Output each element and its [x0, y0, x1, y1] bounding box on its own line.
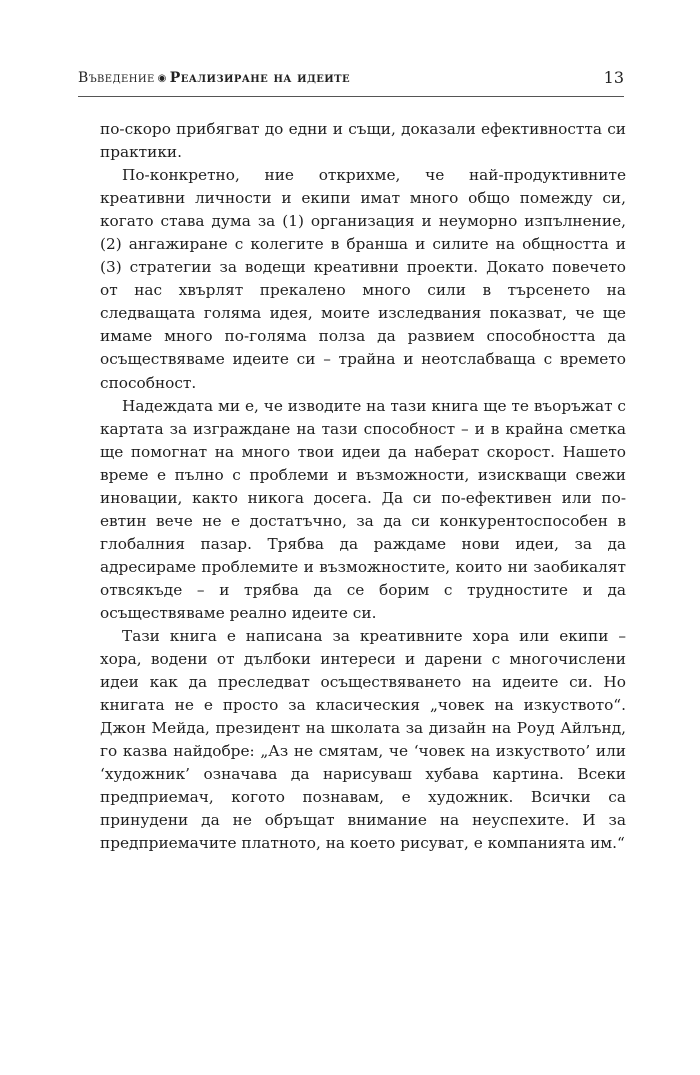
paragraph: По-конкретно, ние открихме, че най-продуктивните креативни личности и екипи имат много общо помежду си, когато става дума за (1) организация и неуморно изпълнение, (2) ангажиране с колегите в бранша и силите на общността и (3) стратегии за водещи креативни проекти. Докато повечето от нас хвърлят прекалено много сили в търсенето на следващата голяма идея, моите изследвания показват, че ще имаме много по-голяма полза да развием способността да осъществяваме идеите си – трайна и неотслабваща с времето способност. [100, 166, 626, 392]
header-section-name: Въведение [78, 70, 155, 86]
paragraph: по-скоро прибягват до едни и същи, доказали ефективността си практики. [100, 120, 626, 162]
header-chapter-name: Реализиране на идеите [169, 70, 350, 86]
page-number: 13 [603, 68, 624, 87]
paragraph: Тази книга е написана за креативните хора или екипи – хора, водени от дълбоки интереси и дарени с многочислени идеи как да преследват осъществяването на идеите си. Но книгата не е просто за класическия „човек на изкуството“. Джон Мейда, президент на школата за дизайн на Роуд Айлънд, го казва найдобре: „Аз не смятам, че ‘човек на изкуството’ или ‘художник’ означава да нарисуваш хубава картина. Всеки предприемач, когото познавам, е художник. Всички са принудени да не обръщат внимание на неуспехите. И за предприемачите платното, на което рисуват, е компанията им.“ [100, 627, 626, 853]
paragraph: Надеждата ми е, че изводите на тази книга ще те въоръжат с картата за изграждане на тази способност – и в крайна сметка ще помогнат на много твои идеи да наберат скорост. Нашето време е пълно с проблеми и възможности, изискващи свежи иновации, както никога досега. Да си по-ефективен или по-евтин вече не е достатъчно, за да си конкурентоспособен в глобалния пазар. Трябва да раждаме нови идеи, за да адресираме проблемите и възможностите, които ни заобикалят отвсякъде – и трябва да се борим с трудностите и да осъществяваме реално идеите си. [100, 396, 626, 622]
header-title [78, 70, 350, 86]
body-text [100, 118, 626, 856]
running-header [78, 68, 624, 92]
header-divider [78, 96, 624, 97]
header-separator-icon: ◉ [157, 73, 167, 84]
